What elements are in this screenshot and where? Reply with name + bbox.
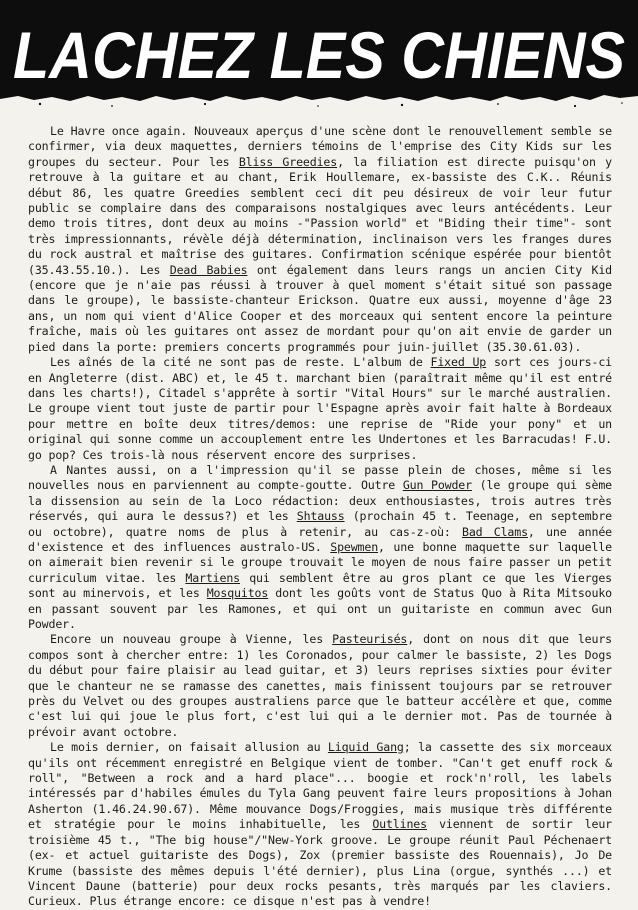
band-name: Liquid Gang [327, 740, 404, 755]
band-name: Bad Clams [461, 524, 528, 539]
article-body [28, 124, 612, 910]
text-run: Le mois dernier, on faisait allusion au [50, 740, 328, 755]
text-run: , une bonne maquette sur laquelle on aimerait bien revenir si le groupe trouvait le moyen de nous faire passer un petit curriculum vitae. les [28, 539, 612, 585]
text-run: Les aînés de la cité ne sont pas de reste. L'album de [50, 355, 431, 370]
paragraph-liquid-gang [28, 740, 612, 909]
masthead-title: LACHEZ LES CHIENS [13, 18, 625, 92]
text-run: viennent de sortir leur troisième 45 t., "The big house"/"New-York groove. Le groupe réunit Paul Péchenaert (ex- et actuel guitariste des Dogs), Zox (premier bassiste des Rouennais), Jo De Krume (bassiste des mêmes depuis l'été dernier), plus Lina (orgue, synthés ...) et Vincent Daune (batterie) pour deux rocks pesants, très marqués par les claviers. Curieux. Plus étrange encore: ce disque n'est pas à vendre! [28, 817, 612, 909]
paragraph-fixed-up [28, 355, 612, 463]
band-name: Martiens [185, 570, 240, 585]
text-run: (le groupe qui sème la dissension au sein de la Loco rédaction: deux enthousiastes, trois autres très réservés, qui aura le dessus?) et les [28, 478, 612, 524]
text-run: sort ces jours-ci en Angleterre (dist. ABC) et, le 45 t. marchant bien (paraîtrait même qu'il est entré dans les charts!), Citadel s'apprête à sortir "Vital Hours" sur le marché australien. Le groupe vient tout juste de partir pour l'Espagne après avoir fait halte à Bordeaux pour mettre en boîte deux titres/demos: une reprise de "Ride your pony" et un original qui sonne comme un accouplement entre les Undertones et les Barracudas! F.U. go pop? Ces trois-là nous réservent encore des surprises. [28, 355, 613, 462]
paragraph-nantes [28, 463, 612, 632]
band-name: Gun Powder [402, 478, 472, 493]
paragraph-vienne [28, 632, 612, 740]
band-name: Pasteurisés [332, 632, 408, 647]
text-run: qui semblent être au gros plant ce que les Vierges sont au minervois, et les [28, 570, 612, 601]
band-name: Mosquitos [206, 586, 269, 601]
text-run: A Nantes aussi, on a l'impression qu'il se passe plein de choses, même si les nouvelles nous en parviennent au compte-goutte. Outre [28, 462, 612, 493]
text-run: , la filiation est directe puisqu'on y retrouve à la guitare et au chant, Erik Houllemare, ex-bassiste des C.K.. Réunis début 86, les quatre Greedies semblent ceci dit peu désireux de voir leur futur public se complaire dans des comparaisons nostalgiques avec leurs antécédents. Leur demo trois titres, dont deux au moins -"Passion world" et "Biding their time"- sont très impressionnants, révèle déjà détermination, inclinaison vers les franges dures du rock austral et maîtrise des guitares. Confirmation scénique espérée pour bientôt (35.43.55.10.). Les [28, 154, 612, 277]
masthead-graphic [0, 0, 638, 112]
masthead-banner [0, 0, 638, 112]
text-run: ; la cassette des six morceaux qu'ils ont récemment enregistré en Belgique vient de tomber. "Can't get enuff rock & roll", "Between a rock and a hard place"... boogie et rock'n'roll, les labels intéressés par d'habiles émules du Tyla Gang peuvent faire leurs propositions à Johan Asherton (1.46.24.90.67). Même mouvance Dogs/Froggies, mais musique très différente et stratégie pour le moins inhabituelle, les [28, 740, 613, 832]
band-name: Bliss Greedies [238, 154, 338, 169]
text-run: Encore un nouveau groupe à Vienne, les [50, 632, 333, 647]
band-name: Shtauss [296, 509, 345, 524]
ink-speckles [39, 102, 623, 107]
text-run: dont les goûts vont de Status Quo à Rita Mitsouko en passant souvent par les Ramones, et qui ont un guitariste en commun avec Gun Powder. [28, 586, 612, 631]
text-run: , dont on nous dit que leurs compos sont à chercher entre: 1) les Coronados, pour calmer le bassiste, 2) les Dogs du début pour faire plaisir au lead guitar, et 3) leurs reprises sixties pour éviter que le chanteur ne se ramasse des canettes, mais finissent toujours par se retrouver près du Velvet ou des groupes australiens parce que le batteur accélère et que, comme c'est lui qui joue le plus fort, c'est lui qui a le dernier mot. Pas de tournée à prévoir avant octobre. [28, 632, 612, 739]
band-name: Dead Babies [169, 262, 248, 277]
text-run: , une année d'existence et des influences australo-US. [28, 524, 612, 554]
band-name: Spewmen [330, 539, 379, 554]
band-name: Outlines [372, 817, 427, 832]
text-run: ont également dans leurs rangs un ancien City Kid (encore que je n'aie pas réussi à trouver à quel moment s'était situé son passage dans le groupe), le bassiste-chanteur Erickson. Quatre eux aussi, moyenne d'âge 23 ans, un nom qui vient d'Alice Cooper et des morceaux qui sentent encore la peinture fraîche, mais où les guitares ont assez de mordant pour qu'on ait envie de garder un pied dans la porte: premiers concerts programmés pour juin-juillet (35.30.61.03). [28, 262, 612, 354]
text-run: Le Havre once again. Nouveaux aperçus d'une scène dont le renouvellement semble se confirmer, via deux maquettes, derniers témoins de l'emprise des City Kids sur les groupes du secteur. Pour les [28, 124, 612, 169]
band-name: Fixed Up [430, 355, 487, 370]
paragraph-le-havre [28, 124, 612, 355]
text-run: (prochain 45 t. Teenage, en septembre ou octobre), quatre noms de plus à retenir, au cas-z-où: [28, 509, 612, 539]
